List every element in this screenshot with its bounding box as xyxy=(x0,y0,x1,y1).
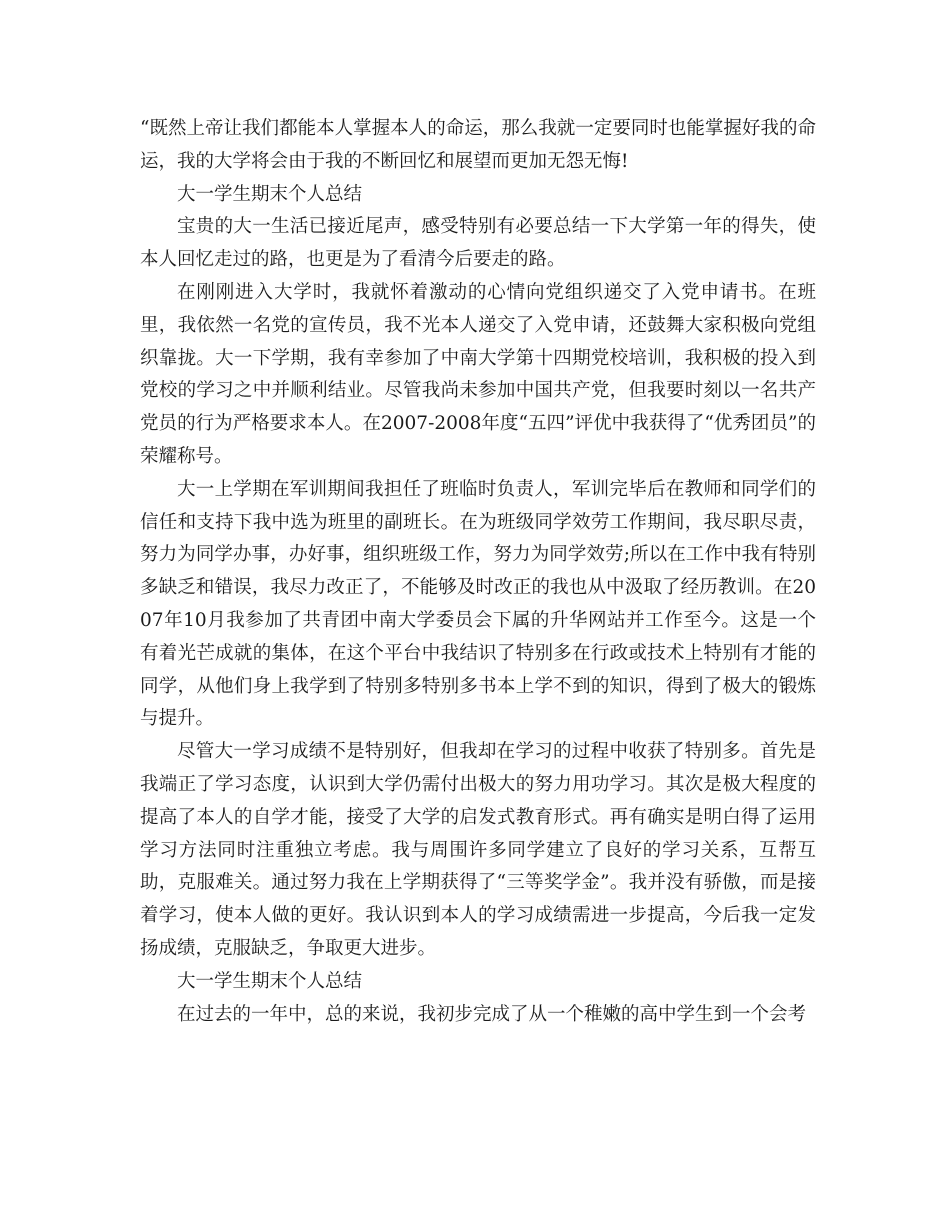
paragraph-quote-ending: “既然上帝让我们都能本人掌握本人的命运，那么我就一定要同时也能掌握好我的命运，我的大学将会由于我的不断回忆和展望而更加无怨无悔! xyxy=(140,118,816,172)
paragraph-class-work: 大一上学期在军训期间我担任了班临时负责人，军训完毕后在教师和同学们的信任和支持下我中选为班里的副班长。在为班级同学效劳工作期间，我尽职尽责，努力为同学办事，办好事，组织班级工作，努力为同学效劳;所以在工作中我有特别多缺乏和错误，我尽力改正了，不能够及时改正的我也从中汲取了经历教训。在2007年10月我参加了共青团中南大学委员会下属的升华网站并工作至今。这是一个有着光芒成就的集体，在这个平台中我结识了特别多在行政或技术上特别有才能的同学，从他们身上我学到了特别多特别多书本上学不到的知识，得到了极大的锻炼与提升。 xyxy=(140,478,816,730)
paragraph-past-year: 在过去的一年中，总的来说，我初步完成了从一个稚嫩的高中学生到一个会考 xyxy=(177,1003,807,1025)
document-body xyxy=(140,113,816,1031)
section-heading: 大一学生期末个人总结 xyxy=(177,970,363,992)
paragraph-party: 在刚刚进入大学时，我就怀着激动的心情向党组织递交了入党申请书。在班里，我依然一名党的宣传员，我不光本人递交了入党申请，还鼓舞大家积极向党组织靠拢。大一下学期，我有幸参加了中南大学第十四期党校培训，我积极的投入到党校的学习之中并顺利结业。尽管我尚未参加中国共产党，但我要时刻以一名共产党员的行为严格要求本人。在2007-2008年度“五四”评优中我获得了“优秀团员”的荣耀称号。 xyxy=(140,281,816,467)
section-heading: 大一学生期末个人总结 xyxy=(177,183,363,205)
paragraph-intro: 宝贵的大一生活已接近尾声，感受特别有必要总结一下大学第一年的得失，使本人回忆走过的路，也更是为了看清今后要走的路。 xyxy=(140,216,816,271)
paragraph-study: 尽管大一学习成绩不是特别好，但我却在学习的过程中收获了特别多。首先是我端正了学习态度，认识到大学仍需付出极大的努力用功学习。其次是极大程度的提高了本人的自学才能，接受了大学的启发式教育形式。再有确实是明白得了运用学习方法同时注重独立考虑。我与周围许多同学建立了良好的学习关系，互帮互助，克服难关。通过努力我在上学期获得了“三等奖学金”。我并没有骄傲，而是接着学习，使本人做的更好。我认识到本人的学习成绩需进一步提高，今后我一定发扬成绩，克服缺乏，争取更大进步。 xyxy=(140,741,816,959)
